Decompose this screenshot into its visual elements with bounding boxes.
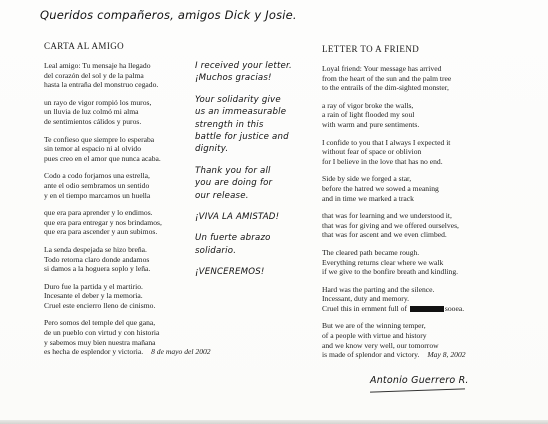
poem-line: Duro fue la partida y el martirio. bbox=[44, 281, 143, 291]
poem-line: Hard was the parting and the silence. bbox=[322, 284, 435, 294]
poem-line: que era para aprender y lo endimos. bbox=[44, 208, 153, 218]
english-stanza bbox=[322, 101, 532, 130]
note-paragraph bbox=[195, 165, 320, 202]
poem-line: Cruel this in ernment full of bbox=[322, 303, 407, 313]
spanish-poem-title: CARTA AL AMIGO bbox=[44, 41, 125, 51]
poem-line: before the hatred we sowed a meaning bbox=[322, 183, 439, 193]
spanish-stanza bbox=[44, 208, 204, 237]
note-paragraph bbox=[195, 211, 320, 223]
note-line: Thank you for all bbox=[195, 165, 271, 176]
english-stanza bbox=[322, 285, 532, 314]
spanish-stanza bbox=[44, 245, 204, 274]
spanish-stanza bbox=[44, 282, 204, 311]
english-stanza bbox=[322, 174, 532, 203]
note-line: ¡Muchos gracias! bbox=[195, 73, 272, 84]
poem-line: without fear of space or oblivion bbox=[322, 147, 422, 157]
poem-line: del corazón del sol y de la palma bbox=[44, 70, 144, 80]
poem-line: for I believe in the love that has no end. bbox=[322, 156, 443, 166]
poem-line: Everything returns clear where we walk bbox=[322, 257, 444, 267]
handwritten-note bbox=[195, 60, 320, 288]
poem-line: Incessant, duty and memory. bbox=[322, 294, 410, 304]
poem-line-redacted bbox=[322, 304, 532, 314]
poem-line: a ray of vigor broke the walls, bbox=[322, 100, 414, 110]
poem-line: Pero somos del temple del que gana, bbox=[44, 318, 156, 328]
english-stanza bbox=[322, 211, 532, 240]
note-line: solidario. bbox=[195, 245, 237, 256]
note-line: us an immeasurable bbox=[195, 107, 287, 118]
poem-line: that was for giving and we offered ourselves, bbox=[322, 220, 459, 230]
poem-line: with warm and pure sentiments. bbox=[322, 119, 420, 129]
poem-line: that was for learning and we understood it, bbox=[322, 211, 452, 221]
spanish-stanza bbox=[44, 135, 204, 164]
note-line: strength in this bbox=[195, 119, 264, 130]
note-paragraph bbox=[195, 60, 320, 85]
note-line: you are doing for bbox=[195, 178, 273, 189]
poem-line: es hecha de esplendor y victoria. bbox=[44, 347, 144, 357]
spanish-stanza bbox=[44, 98, 204, 127]
poem-line: sooea. bbox=[444, 303, 465, 313]
poem-line: is made of splendor and victory. bbox=[322, 350, 420, 360]
handwritten-greeting: Queridos compañeros, amigos Dick y Josie. bbox=[40, 8, 297, 22]
poem-line: y en el tiempo marcamos un huella bbox=[44, 190, 151, 200]
note-line: ¡VENCEREMOS! bbox=[195, 267, 265, 278]
english-stanza bbox=[322, 248, 532, 277]
poem-line: The cleared path became rough. bbox=[322, 247, 420, 257]
poem-line: sin temor al espacio ni al olvido bbox=[44, 144, 142, 154]
spanish-stanza bbox=[44, 61, 204, 90]
redaction-bar bbox=[410, 306, 444, 312]
poem-line: a rain of light flooded my soul bbox=[322, 110, 415, 120]
poem-line: un rayo de vigor rompió los muros, bbox=[44, 97, 152, 107]
note-line: Your solidarity give bbox=[195, 94, 281, 105]
paper-edge bbox=[0, 420, 548, 424]
poem-line: from the heart of the sun and the palm tree bbox=[322, 73, 452, 83]
poem-line: un lluvia de luz colmó mi alma bbox=[44, 107, 139, 117]
poem-line: y sabemos muy bien nuestra mañana bbox=[44, 337, 156, 347]
note-paragraph bbox=[195, 232, 320, 257]
poem-line: si damos a la hoguera soplo y leña. bbox=[44, 264, 151, 274]
poem-line: Incesante el deber y la memoria. bbox=[44, 291, 143, 301]
poem-line-with-date bbox=[44, 347, 211, 357]
english-date: May 8, 2002 bbox=[427, 350, 466, 360]
signature: Antonio Guerrero R. bbox=[370, 375, 469, 386]
poem-line: Todo retorna claro donde andamos bbox=[44, 254, 150, 264]
poem-line: Codo a codo forjamos una estrella, bbox=[44, 171, 150, 181]
signature-underline bbox=[370, 388, 465, 392]
spanish-stanza bbox=[44, 171, 204, 200]
poem-line: Side by side we forged a star, bbox=[322, 174, 412, 184]
poem-line: and in time we marked a track bbox=[322, 193, 414, 203]
note-line: ¡VIVA LA AMISTAD! bbox=[195, 212, 280, 223]
english-stanza bbox=[322, 138, 532, 167]
poem-line: and we know very well, our tomorrow bbox=[322, 340, 439, 350]
english-poem-title: LETTER TO A FRIEND bbox=[322, 44, 420, 54]
poem-line: I confide to you that I always I expected it bbox=[322, 137, 451, 147]
english-stanza bbox=[322, 64, 532, 93]
note-line: Un fuerte abrazo bbox=[195, 233, 271, 244]
note-paragraph bbox=[195, 94, 320, 156]
poem-line: hasta la entraña del monstruo cegado. bbox=[44, 80, 159, 90]
poem-line-with-date bbox=[322, 350, 532, 360]
english-stanza bbox=[322, 321, 532, 359]
poem-line: of a people with virtue and history bbox=[322, 331, 427, 341]
poem-line: Loyal friend: Your message has arrived bbox=[322, 64, 442, 73]
poem-line: de sentimientos cálidos y puros. bbox=[44, 116, 142, 126]
note-line: our release. bbox=[195, 190, 249, 201]
poem-line: pues creo en el amor que nunca acaba. bbox=[44, 153, 161, 163]
spanish-poem bbox=[44, 61, 211, 365]
poem-line: que era para entregar y nos brindamos, bbox=[44, 217, 162, 227]
poem-line: de un pueblo con virtud y con historia bbox=[44, 328, 160, 338]
poem-line: Leal amigo: Tu mensaje ha llegado bbox=[44, 61, 151, 70]
english-poem bbox=[322, 64, 532, 368]
poem-line: Cruel este encierro lleno de cinismo. bbox=[44, 300, 156, 310]
poem-line: But we are of the winning temper, bbox=[322, 321, 426, 331]
spanish-date: 8 de mayo del 2002 bbox=[151, 347, 211, 357]
poem-line: if we give to the bonfire breath and kindling. bbox=[322, 267, 459, 277]
note-line: dignity. bbox=[195, 144, 229, 155]
poem-line: La senda despejada se hizo breña. bbox=[44, 244, 147, 254]
note-paragraph bbox=[195, 266, 320, 278]
note-line: I received your letter. bbox=[195, 61, 292, 71]
poem-line: Te confieso que siempre lo esperaba bbox=[44, 134, 155, 144]
spanish-stanza bbox=[44, 318, 211, 357]
poem-line: that was for ascent and we even climbed. bbox=[322, 230, 447, 240]
poem-line: ante el odio sembramos un sentido bbox=[44, 180, 150, 190]
poem-line: que era para ascender y aun subimos. bbox=[44, 227, 158, 237]
poem-line: to the entrails of the dim-sighted monster, bbox=[322, 83, 449, 93]
note-line: battle for justice and bbox=[195, 132, 289, 143]
